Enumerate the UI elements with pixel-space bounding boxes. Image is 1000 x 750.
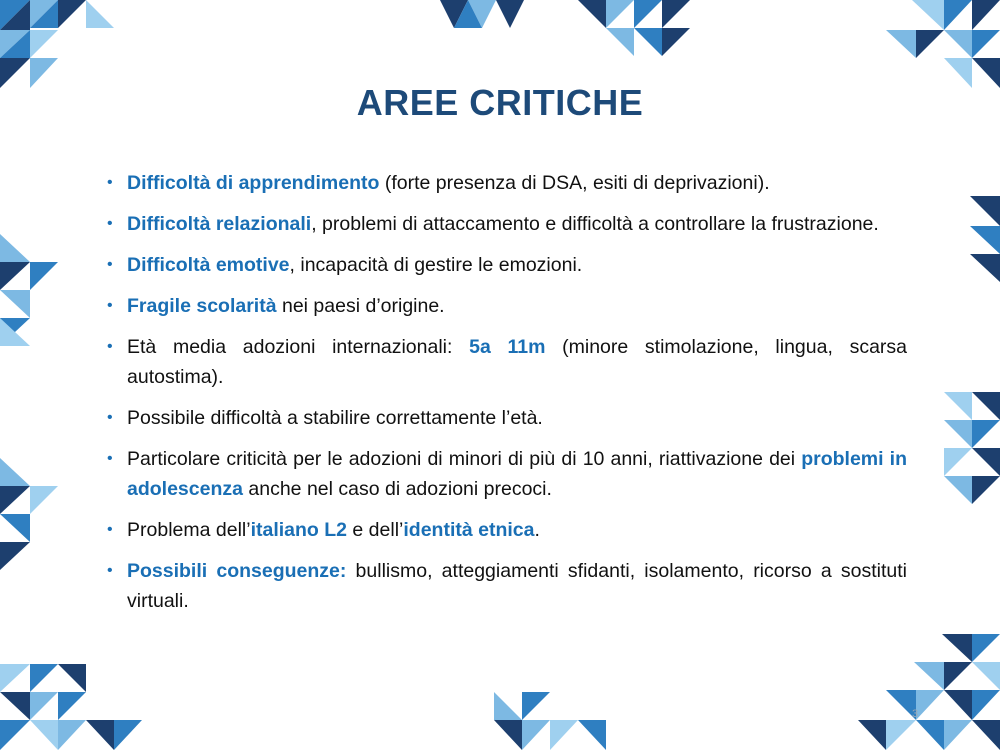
decor-triangle xyxy=(0,720,30,750)
decor-triangle xyxy=(0,542,30,570)
decor-triangle xyxy=(114,720,142,750)
bullet-item xyxy=(107,515,907,545)
decor-triangle xyxy=(972,720,1000,750)
decor-triangle xyxy=(58,0,86,28)
decor-triangle xyxy=(30,262,58,290)
body-text: (minore stimolazione, lingua, scarsa autostima). xyxy=(127,336,908,388)
highlighted-text: Difficoltà di apprendimento xyxy=(127,172,380,194)
bullet-list xyxy=(107,168,907,627)
decor-triangle xyxy=(944,690,972,720)
decor-triangle xyxy=(970,254,1000,282)
bullet-marker: • xyxy=(107,562,113,579)
decor-triangle xyxy=(972,448,1000,476)
decor-triangle xyxy=(578,720,606,750)
decor-triangle xyxy=(494,720,522,750)
decor-triangle xyxy=(944,420,972,448)
decor-triangle xyxy=(970,226,1000,254)
decor-triangle xyxy=(0,458,30,486)
decor-triangle xyxy=(634,28,662,56)
body-text: , incapacità di gestire le emozioni. xyxy=(289,254,583,276)
decor-triangle xyxy=(970,196,1000,226)
decor-triangle xyxy=(550,720,578,750)
body-text: Particolare criticità per le adozioni di minori di più di 10 anni, riattivazione dei xyxy=(127,448,802,470)
body-text: (forte presenza di DSA, esiti di deprivazioni). xyxy=(379,172,770,194)
decor-triangle xyxy=(916,720,944,750)
decor-triangle xyxy=(0,664,30,692)
decor-triangle xyxy=(0,486,30,514)
decor-triangle xyxy=(858,720,886,750)
bullet-marker: • xyxy=(107,297,113,314)
decor-triangle xyxy=(58,664,86,692)
decor-triangle xyxy=(944,30,972,58)
decor-triangle xyxy=(578,0,606,28)
decor-triangle xyxy=(634,0,662,28)
bullet-item xyxy=(107,332,907,392)
decor-triangle xyxy=(662,0,690,28)
body-text: nei paesi d’origine. xyxy=(276,295,445,317)
decor-triangle xyxy=(942,634,972,662)
decor-triangle xyxy=(86,720,114,750)
decor-triangle xyxy=(606,0,634,28)
decor-triangle xyxy=(58,692,86,720)
bullet-marker: • xyxy=(107,521,113,538)
body-text: anche nel caso di adozioni precoci. xyxy=(242,478,552,500)
decor-triangle xyxy=(606,28,634,56)
decor-triangle xyxy=(30,486,58,514)
decor-triangle xyxy=(944,392,972,420)
decor-triangle xyxy=(30,30,58,58)
decor-triangle xyxy=(662,28,690,56)
body-text: , problemi di attaccamento e difficoltà a controllare la frustrazione. xyxy=(311,213,879,235)
bullet-item xyxy=(107,444,907,504)
bullet-marker: • xyxy=(107,409,113,426)
highlighted-text: problemi in adolescenza xyxy=(127,448,908,500)
decor-triangle xyxy=(972,0,1000,30)
highlighted-text: italiano L2 xyxy=(250,519,347,541)
body-text: bullismo, atteggiamenti sfidanti, isolamento, ricorso a sostituti virtuali. xyxy=(127,560,907,612)
decor-triangle xyxy=(944,662,972,690)
body-text: e dell’ xyxy=(347,519,404,541)
decor-triangle xyxy=(972,420,1000,448)
bullet-marker: • xyxy=(107,215,113,232)
decor-triangle xyxy=(522,692,550,720)
bullet-item xyxy=(107,291,907,321)
decor-triangle xyxy=(916,30,944,58)
decor-triangle xyxy=(972,634,1000,662)
bullet-item xyxy=(107,168,907,198)
decor-triangle xyxy=(972,30,1000,58)
bullet-item xyxy=(107,250,907,280)
bullet-marker: • xyxy=(107,256,113,273)
decor-triangle xyxy=(522,720,550,750)
decor-triangle xyxy=(886,720,916,750)
decor-triangle xyxy=(914,662,944,690)
decor-triangle xyxy=(0,262,30,290)
bullet-item xyxy=(107,556,907,616)
highlighted-text: Difficoltà relazionali xyxy=(127,213,312,235)
decor-triangle xyxy=(944,0,972,30)
decor-triangle xyxy=(972,690,1000,720)
decor-triangle xyxy=(30,720,58,750)
decor-triangle xyxy=(494,692,522,720)
decor-triangle xyxy=(944,448,972,476)
bullet-marker: • xyxy=(107,450,113,467)
decor-triangle xyxy=(944,476,972,504)
decor-triangle xyxy=(916,690,944,720)
body-text: Problema dell’ xyxy=(127,519,251,541)
decor-triangle xyxy=(886,30,916,58)
decor-triangle xyxy=(0,234,30,262)
body-text: Età media adozioni internazionali: xyxy=(127,336,470,358)
decor-triangle xyxy=(30,664,58,692)
decor-triangle xyxy=(912,0,944,30)
body-text: Possibile difficoltà a stabilire correttamente l’età. xyxy=(127,407,543,429)
bullet-item xyxy=(107,403,907,433)
bullet-marker: • xyxy=(107,174,113,191)
highlighted-text: Possibili conseguenze: xyxy=(127,560,347,582)
decor-triangle xyxy=(0,692,30,720)
page-number: 3 xyxy=(912,708,919,720)
decor-triangle xyxy=(30,692,58,720)
decor-triangle xyxy=(0,290,30,318)
highlighted-text: Fragile scolarità xyxy=(127,295,277,317)
bullet-marker: • xyxy=(107,338,113,355)
bullet-item xyxy=(107,209,907,239)
decor-triangle xyxy=(972,392,1000,420)
decor-triangle xyxy=(496,0,524,28)
decor-triangle xyxy=(972,476,1000,504)
highlighted-text: Difficoltà emotive xyxy=(127,254,290,276)
body-text: . xyxy=(534,519,540,541)
decor-triangle xyxy=(86,0,114,28)
decor-triangle xyxy=(944,720,972,750)
highlighted-text: 5a 11m xyxy=(469,336,546,358)
highlighted-text: identità etnica xyxy=(403,519,535,541)
decor-triangle xyxy=(972,662,1000,690)
slide-title: AREE CRITICHE xyxy=(356,82,644,123)
decor-triangle xyxy=(58,720,86,750)
decor-triangle xyxy=(0,514,30,542)
